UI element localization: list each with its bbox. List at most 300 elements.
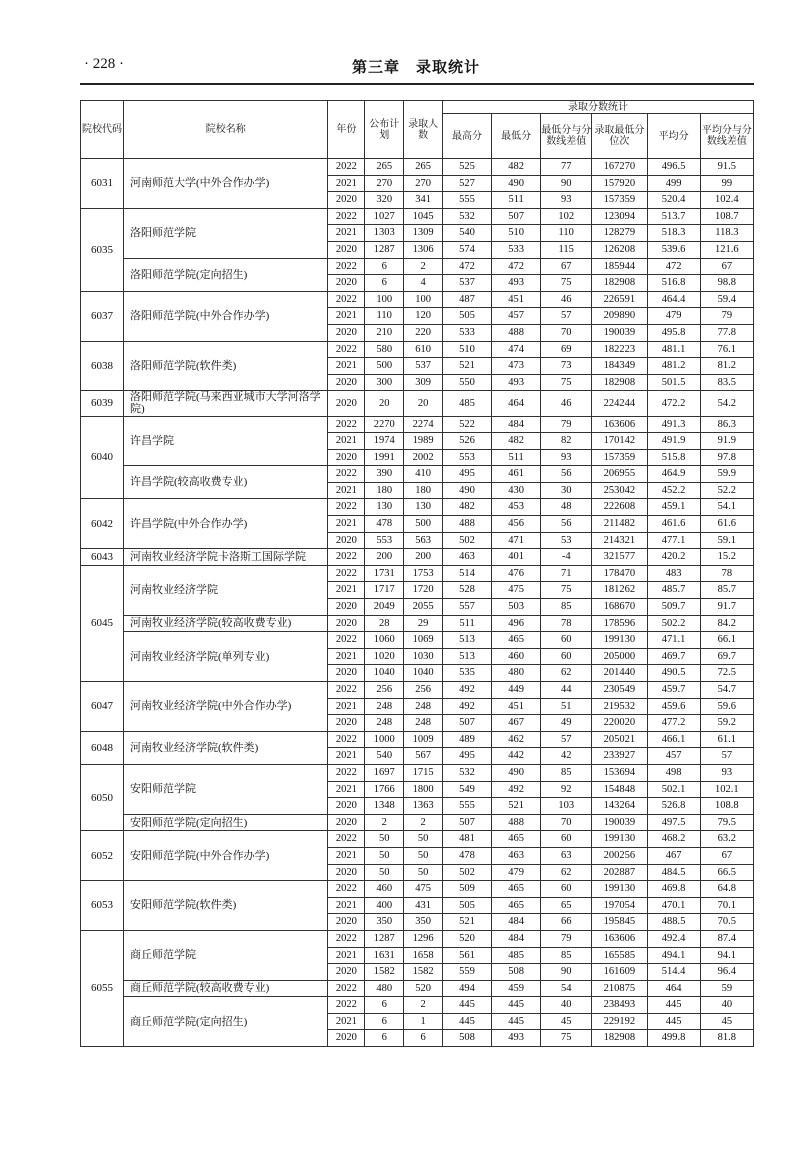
cell-admitted: 256	[404, 682, 443, 699]
cell-plan: 1348	[365, 798, 404, 815]
cell-avg-diff: 108.8	[700, 798, 753, 815]
cell-max-score: 507	[443, 814, 492, 831]
cell-year: 2021	[328, 175, 365, 192]
cell-min-score: 503	[492, 599, 541, 616]
col-header-avg: 平均分	[647, 114, 700, 159]
cell-min-score: 463	[492, 847, 541, 864]
cell-year: 2022	[328, 258, 365, 275]
cell-year: 2022	[328, 416, 365, 433]
cell-min-score: 472	[492, 258, 541, 275]
cell-year: 2020	[328, 532, 365, 549]
cell-admitted: 1306	[404, 241, 443, 258]
cell-min-rank: 220020	[592, 715, 647, 732]
cell-min-diff: 102	[541, 208, 592, 225]
cell-avg-diff: 59.4	[700, 291, 753, 308]
cell-plan: 478	[365, 516, 404, 533]
cell-min-diff: 66	[541, 914, 592, 931]
col-header-avg-diff: 平均分与分数线差值	[700, 114, 753, 159]
table-row	[81, 930, 754, 947]
cell-year: 2021	[328, 1013, 365, 1030]
cell-admitted: 1720	[404, 582, 443, 599]
cell-min-rank: 233927	[592, 748, 647, 765]
cell-avg-score: 477.1	[647, 532, 700, 549]
table-row	[81, 208, 754, 225]
cell-max-score: 488	[443, 516, 492, 533]
cell-min-score: 482	[492, 159, 541, 176]
school-code: 6039	[81, 391, 124, 416]
cell-avg-diff: 54.1	[700, 499, 753, 516]
cell-avg-score: 514.4	[647, 964, 700, 981]
cell-avg-diff: 96.4	[700, 964, 753, 981]
cell-max-score: 505	[443, 897, 492, 914]
cell-year: 2021	[328, 358, 365, 375]
cell-admitted: 1030	[404, 648, 443, 665]
table-row	[81, 682, 754, 699]
table-row	[81, 881, 754, 898]
cell-min-diff: 40	[541, 997, 592, 1014]
cell-min-diff: 57	[541, 308, 592, 325]
cell-avg-diff: 98.8	[700, 275, 753, 292]
cell-avg-score: 488.5	[647, 914, 700, 931]
cell-avg-diff: 77.8	[700, 324, 753, 341]
cell-max-score: 489	[443, 731, 492, 748]
cell-min-diff: 42	[541, 748, 592, 765]
cell-year: 2020	[328, 374, 365, 391]
cell-avg-diff: 61.6	[700, 516, 753, 533]
cell-year: 2020	[328, 798, 365, 815]
col-header-name: 院校名称	[123, 101, 328, 159]
cell-max-score: 533	[443, 324, 492, 341]
school-name: 河南牧业经济学院	[123, 565, 328, 615]
school-name: 许昌学院	[123, 416, 328, 466]
cell-min-diff: 75	[541, 1030, 592, 1047]
cell-year: 2021	[328, 781, 365, 798]
cell-max-score: 513	[443, 648, 492, 665]
col-header-code: 院校代码	[81, 101, 124, 159]
cell-min-rank: 253042	[592, 482, 647, 499]
cell-min-rank: 222608	[592, 499, 647, 516]
cell-avg-diff: 93	[700, 764, 753, 781]
cell-avg-score: 466.1	[647, 731, 700, 748]
cell-min-rank: 167270	[592, 159, 647, 176]
cell-avg-diff: 99	[700, 175, 753, 192]
cell-year: 2022	[328, 764, 365, 781]
cell-min-rank: 211482	[592, 516, 647, 533]
cell-max-score: 550	[443, 374, 492, 391]
cell-admitted: 130	[404, 499, 443, 516]
school-name: 河南牧业经济学院(中外合作办学)	[123, 682, 328, 732]
cell-avg-score: 469.8	[647, 881, 700, 898]
cell-min-rank: 219532	[592, 698, 647, 715]
col-header-max: 最高分	[443, 114, 492, 159]
cell-avg-score: 420.2	[647, 549, 700, 566]
header-rule	[80, 83, 754, 85]
cell-admitted: 1040	[404, 665, 443, 682]
cell-min-rank: 190039	[592, 814, 647, 831]
cell-min-diff: 70	[541, 814, 592, 831]
cell-avg-diff: 91.9	[700, 433, 753, 450]
school-name: 商丘师范学院	[123, 930, 328, 980]
cell-avg-score: 515.8	[647, 449, 700, 466]
cell-min-rank: 178470	[592, 565, 647, 582]
col-header-plan: 公布计划	[365, 101, 404, 159]
table-row	[81, 565, 754, 582]
cell-admitted: 500	[404, 516, 443, 533]
cell-avg-score: 457	[647, 748, 700, 765]
cell-avg-score: 459.1	[647, 499, 700, 516]
school-name: 许昌学院(中外合作办学)	[123, 499, 328, 549]
cell-max-score: 494	[443, 980, 492, 997]
cell-year: 2022	[328, 341, 365, 358]
cell-min-diff: 79	[541, 416, 592, 433]
cell-avg-diff: 118.3	[700, 225, 753, 242]
cell-avg-score: 539.6	[647, 241, 700, 258]
cell-avg-score: 502.2	[647, 615, 700, 632]
cell-avg-score: 494.1	[647, 947, 700, 964]
cell-year: 2021	[328, 433, 365, 450]
school-code: 6035	[81, 208, 124, 291]
cell-min-score: 449	[492, 682, 541, 699]
school-name: 洛阳师范学院(中外合作办学)	[123, 291, 328, 341]
cell-min-score: 488	[492, 324, 541, 341]
cell-min-diff: 93	[541, 192, 592, 209]
cell-max-score: 463	[443, 549, 492, 566]
cell-avg-score: 464.4	[647, 291, 700, 308]
cell-min-score: 451	[492, 698, 541, 715]
cell-min-score: 493	[492, 374, 541, 391]
cell-plan: 210	[365, 324, 404, 341]
cell-min-rank: 205000	[592, 648, 647, 665]
cell-admitted: 1753	[404, 565, 443, 582]
cell-year: 2020	[328, 449, 365, 466]
cell-max-score: 525	[443, 159, 492, 176]
cell-max-score: 445	[443, 1013, 492, 1030]
cell-year: 2021	[328, 698, 365, 715]
cell-year: 2022	[328, 208, 365, 225]
school-name: 安阳师范学院	[123, 764, 328, 814]
cell-avg-score: 485.7	[647, 582, 700, 599]
cell-admitted: 220	[404, 324, 443, 341]
cell-min-rank: 321577	[592, 549, 647, 566]
cell-min-score: 461	[492, 466, 541, 483]
cell-min-diff: 77	[541, 159, 592, 176]
cell-max-score: 559	[443, 964, 492, 981]
cell-plan: 1027	[365, 208, 404, 225]
cell-plan: 1717	[365, 582, 404, 599]
cell-min-diff: 53	[541, 532, 592, 549]
cell-plan: 265	[365, 159, 404, 176]
cell-avg-diff: 45	[700, 1013, 753, 1030]
cell-max-score: 526	[443, 433, 492, 450]
cell-plan: 248	[365, 698, 404, 715]
cell-min-score: 484	[492, 930, 541, 947]
cell-year: 2022	[328, 731, 365, 748]
cell-plan: 6	[365, 997, 404, 1014]
cell-year: 2021	[328, 516, 365, 533]
school-name: 安阳师范学院(定向招生)	[123, 814, 328, 831]
cell-max-score: 505	[443, 308, 492, 325]
cell-avg-diff: 66.5	[700, 864, 753, 881]
cell-avg-diff: 79	[700, 308, 753, 325]
cell-plan: 1631	[365, 947, 404, 964]
cell-max-score: 511	[443, 615, 492, 632]
cell-max-score: 574	[443, 241, 492, 258]
cell-min-score: 465	[492, 632, 541, 649]
cell-min-score: 510	[492, 225, 541, 242]
cell-plan: 390	[365, 466, 404, 483]
cell-avg-score: 490.5	[647, 665, 700, 682]
cell-admitted: 2	[404, 814, 443, 831]
cell-plan: 1582	[365, 964, 404, 981]
cell-avg-score: 469.7	[647, 648, 700, 665]
cell-year: 2020	[328, 814, 365, 831]
cell-avg-diff: 91.5	[700, 159, 753, 176]
cell-year: 2022	[328, 565, 365, 582]
cell-avg-score: 479	[647, 308, 700, 325]
cell-year: 2020	[328, 914, 365, 931]
cell-admitted: 1363	[404, 798, 443, 815]
school-code: 6048	[81, 731, 124, 764]
cell-avg-diff: 63.2	[700, 831, 753, 848]
cell-max-score: 555	[443, 192, 492, 209]
cell-min-diff: 73	[541, 358, 592, 375]
cell-max-score: 521	[443, 914, 492, 931]
cell-avg-score: 492.4	[647, 930, 700, 947]
cell-min-score: 465	[492, 831, 541, 848]
cell-plan: 50	[365, 864, 404, 881]
cell-admitted: 1989	[404, 433, 443, 450]
cell-min-rank: 199130	[592, 881, 647, 898]
cell-min-diff: 65	[541, 897, 592, 914]
cell-year: 2020	[328, 1030, 365, 1047]
cell-min-score: 507	[492, 208, 541, 225]
cell-avg-score: 526.8	[647, 798, 700, 815]
cell-avg-diff: 40	[700, 997, 753, 1014]
cell-plan: 320	[365, 192, 404, 209]
cell-min-rank: 154848	[592, 781, 647, 798]
cell-year: 2020	[328, 615, 365, 632]
cell-max-score: 561	[443, 947, 492, 964]
cell-avg-diff: 64.8	[700, 881, 753, 898]
cell-year: 2022	[328, 159, 365, 176]
school-code: 6031	[81, 159, 124, 209]
school-name: 河南牧业经济学院(较高收费专业)	[123, 615, 328, 632]
cell-plan: 100	[365, 291, 404, 308]
cell-avg-diff: 67	[700, 258, 753, 275]
cell-min-diff: 75	[541, 275, 592, 292]
cell-plan: 110	[365, 308, 404, 325]
cell-admitted: 410	[404, 466, 443, 483]
cell-avg-score: 495.8	[647, 324, 700, 341]
cell-min-rank: 195845	[592, 914, 647, 931]
cell-plan: 500	[365, 358, 404, 375]
col-header-min-diff: 最低分与分数线差值	[541, 114, 592, 159]
cell-max-score: 537	[443, 275, 492, 292]
cell-avg-diff: 76.1	[700, 341, 753, 358]
cell-avg-diff: 70.5	[700, 914, 753, 931]
cell-admitted: 20	[404, 391, 443, 416]
cell-max-score: 520	[443, 930, 492, 947]
cell-year: 2020	[328, 715, 365, 732]
school-name: 商丘师范学院(较高收费专业)	[123, 980, 328, 997]
cell-avg-diff: 59	[700, 980, 753, 997]
cell-year: 2021	[328, 482, 365, 499]
cell-avg-diff: 79.5	[700, 814, 753, 831]
cell-max-score: 528	[443, 582, 492, 599]
cell-avg-diff: 15.2	[700, 549, 753, 566]
cell-avg-diff: 102.1	[700, 781, 753, 798]
school-code: 6043	[81, 549, 124, 566]
table-row	[81, 391, 754, 416]
cell-year: 2020	[328, 324, 365, 341]
cell-plan: 6	[365, 1013, 404, 1030]
cell-min-rank: 226591	[592, 291, 647, 308]
cell-min-diff: 115	[541, 241, 592, 258]
table-row	[81, 731, 754, 748]
cell-avg-score: 459.7	[647, 682, 700, 699]
table-row	[81, 632, 754, 649]
cell-plan: 28	[365, 615, 404, 632]
cell-avg-score: 445	[647, 1013, 700, 1030]
cell-min-score: 511	[492, 192, 541, 209]
cell-admitted: 100	[404, 291, 443, 308]
cell-avg-score: 509.7	[647, 599, 700, 616]
cell-min-diff: 103	[541, 798, 592, 815]
cell-min-rank: 161609	[592, 964, 647, 981]
cell-plan: 2049	[365, 599, 404, 616]
cell-min-diff: 75	[541, 582, 592, 599]
cell-avg-diff: 78	[700, 565, 753, 582]
cell-plan: 2	[365, 814, 404, 831]
cell-min-score: 496	[492, 615, 541, 632]
cell-admitted: 265	[404, 159, 443, 176]
cell-max-score: 481	[443, 831, 492, 848]
school-code: 6045	[81, 565, 124, 681]
cell-min-diff: 63	[541, 847, 592, 864]
cell-min-score: 479	[492, 864, 541, 881]
cell-plan: 1020	[365, 648, 404, 665]
cell-min-score: 480	[492, 665, 541, 682]
cell-plan: 50	[365, 847, 404, 864]
cell-year: 2021	[328, 947, 365, 964]
cell-min-rank: 182223	[592, 341, 647, 358]
cell-avg-score: 471.1	[647, 632, 700, 649]
cell-admitted: 180	[404, 482, 443, 499]
cell-admitted: 120	[404, 308, 443, 325]
cell-admitted: 610	[404, 341, 443, 358]
cell-plan: 20	[365, 391, 404, 416]
cell-plan: 460	[365, 881, 404, 898]
cell-min-diff: 90	[541, 175, 592, 192]
cell-min-score: 476	[492, 565, 541, 582]
cell-min-rank: 201440	[592, 665, 647, 682]
cell-admitted: 520	[404, 980, 443, 997]
cell-year: 2022	[328, 632, 365, 649]
cell-max-score: 509	[443, 881, 492, 898]
cell-avg-diff: 84.2	[700, 615, 753, 632]
cell-plan: 1974	[365, 433, 404, 450]
cell-min-diff: 67	[541, 258, 592, 275]
cell-min-rank: 206955	[592, 466, 647, 483]
cell-plan: 480	[365, 980, 404, 997]
cell-min-diff: 82	[541, 433, 592, 450]
cell-admitted: 1715	[404, 764, 443, 781]
col-header-min: 最低分	[492, 114, 541, 159]
school-code: 6047	[81, 682, 124, 732]
cell-admitted: 350	[404, 914, 443, 931]
cell-admitted: 1296	[404, 930, 443, 947]
cell-min-score: 485	[492, 947, 541, 964]
cell-admitted: 248	[404, 698, 443, 715]
cell-min-score: 460	[492, 648, 541, 665]
cell-avg-diff: 83.5	[700, 374, 753, 391]
cell-min-diff: 92	[541, 781, 592, 798]
cell-avg-diff: 69.7	[700, 648, 753, 665]
table-row	[81, 549, 754, 566]
cell-min-score: 508	[492, 964, 541, 981]
cell-min-diff: 44	[541, 682, 592, 699]
cell-min-score: 475	[492, 582, 541, 599]
cell-admitted: 2055	[404, 599, 443, 616]
cell-admitted: 475	[404, 881, 443, 898]
cell-min-score: 442	[492, 748, 541, 765]
school-name: 洛阳师范学院(定向招生)	[123, 258, 328, 291]
cell-avg-score: 472	[647, 258, 700, 275]
cell-avg-diff: 81.2	[700, 358, 753, 375]
cell-max-score: 532	[443, 208, 492, 225]
cell-avg-score: 481.2	[647, 358, 700, 375]
cell-admitted: 1045	[404, 208, 443, 225]
school-code: 6052	[81, 831, 124, 881]
cell-year: 2021	[328, 897, 365, 914]
cell-admitted: 537	[404, 358, 443, 375]
table-row	[81, 416, 754, 433]
cell-year: 2021	[328, 582, 365, 599]
cell-min-rank: 199130	[592, 632, 647, 649]
cell-admitted: 50	[404, 864, 443, 881]
cell-min-rank: 230549	[592, 682, 647, 699]
cell-avg-score: 491.3	[647, 416, 700, 433]
cell-min-rank: 163606	[592, 930, 647, 947]
cell-admitted: 431	[404, 897, 443, 914]
chapter-title: 第三章 录取统计	[351, 58, 480, 76]
cell-min-diff: 56	[541, 516, 592, 533]
cell-max-score: 490	[443, 482, 492, 499]
cell-avg-diff: 54.2	[700, 391, 753, 416]
cell-avg-diff: 59.1	[700, 532, 753, 549]
table-body	[81, 159, 754, 1047]
cell-min-score: 445	[492, 997, 541, 1014]
cell-year: 2020	[328, 192, 365, 209]
cell-min-rank: 190039	[592, 324, 647, 341]
cell-min-rank: 182908	[592, 275, 647, 292]
cell-min-diff: 110	[541, 225, 592, 242]
cell-min-rank: 170142	[592, 433, 647, 450]
school-code: 6040	[81, 416, 124, 499]
cell-max-score: 495	[443, 748, 492, 765]
cell-min-score: 456	[492, 516, 541, 533]
school-name: 河南师范大学(中外合作办学)	[123, 159, 328, 209]
cell-avg-diff: 85.7	[700, 582, 753, 599]
cell-avg-score: 484.5	[647, 864, 700, 881]
cell-max-score: 472	[443, 258, 492, 275]
cell-plan: 6	[365, 258, 404, 275]
cell-year: 2020	[328, 391, 365, 416]
cell-avg-diff: 59.2	[700, 715, 753, 732]
admission-table	[80, 100, 754, 1047]
table-row	[81, 997, 754, 1014]
cell-avg-diff: 57	[700, 748, 753, 765]
